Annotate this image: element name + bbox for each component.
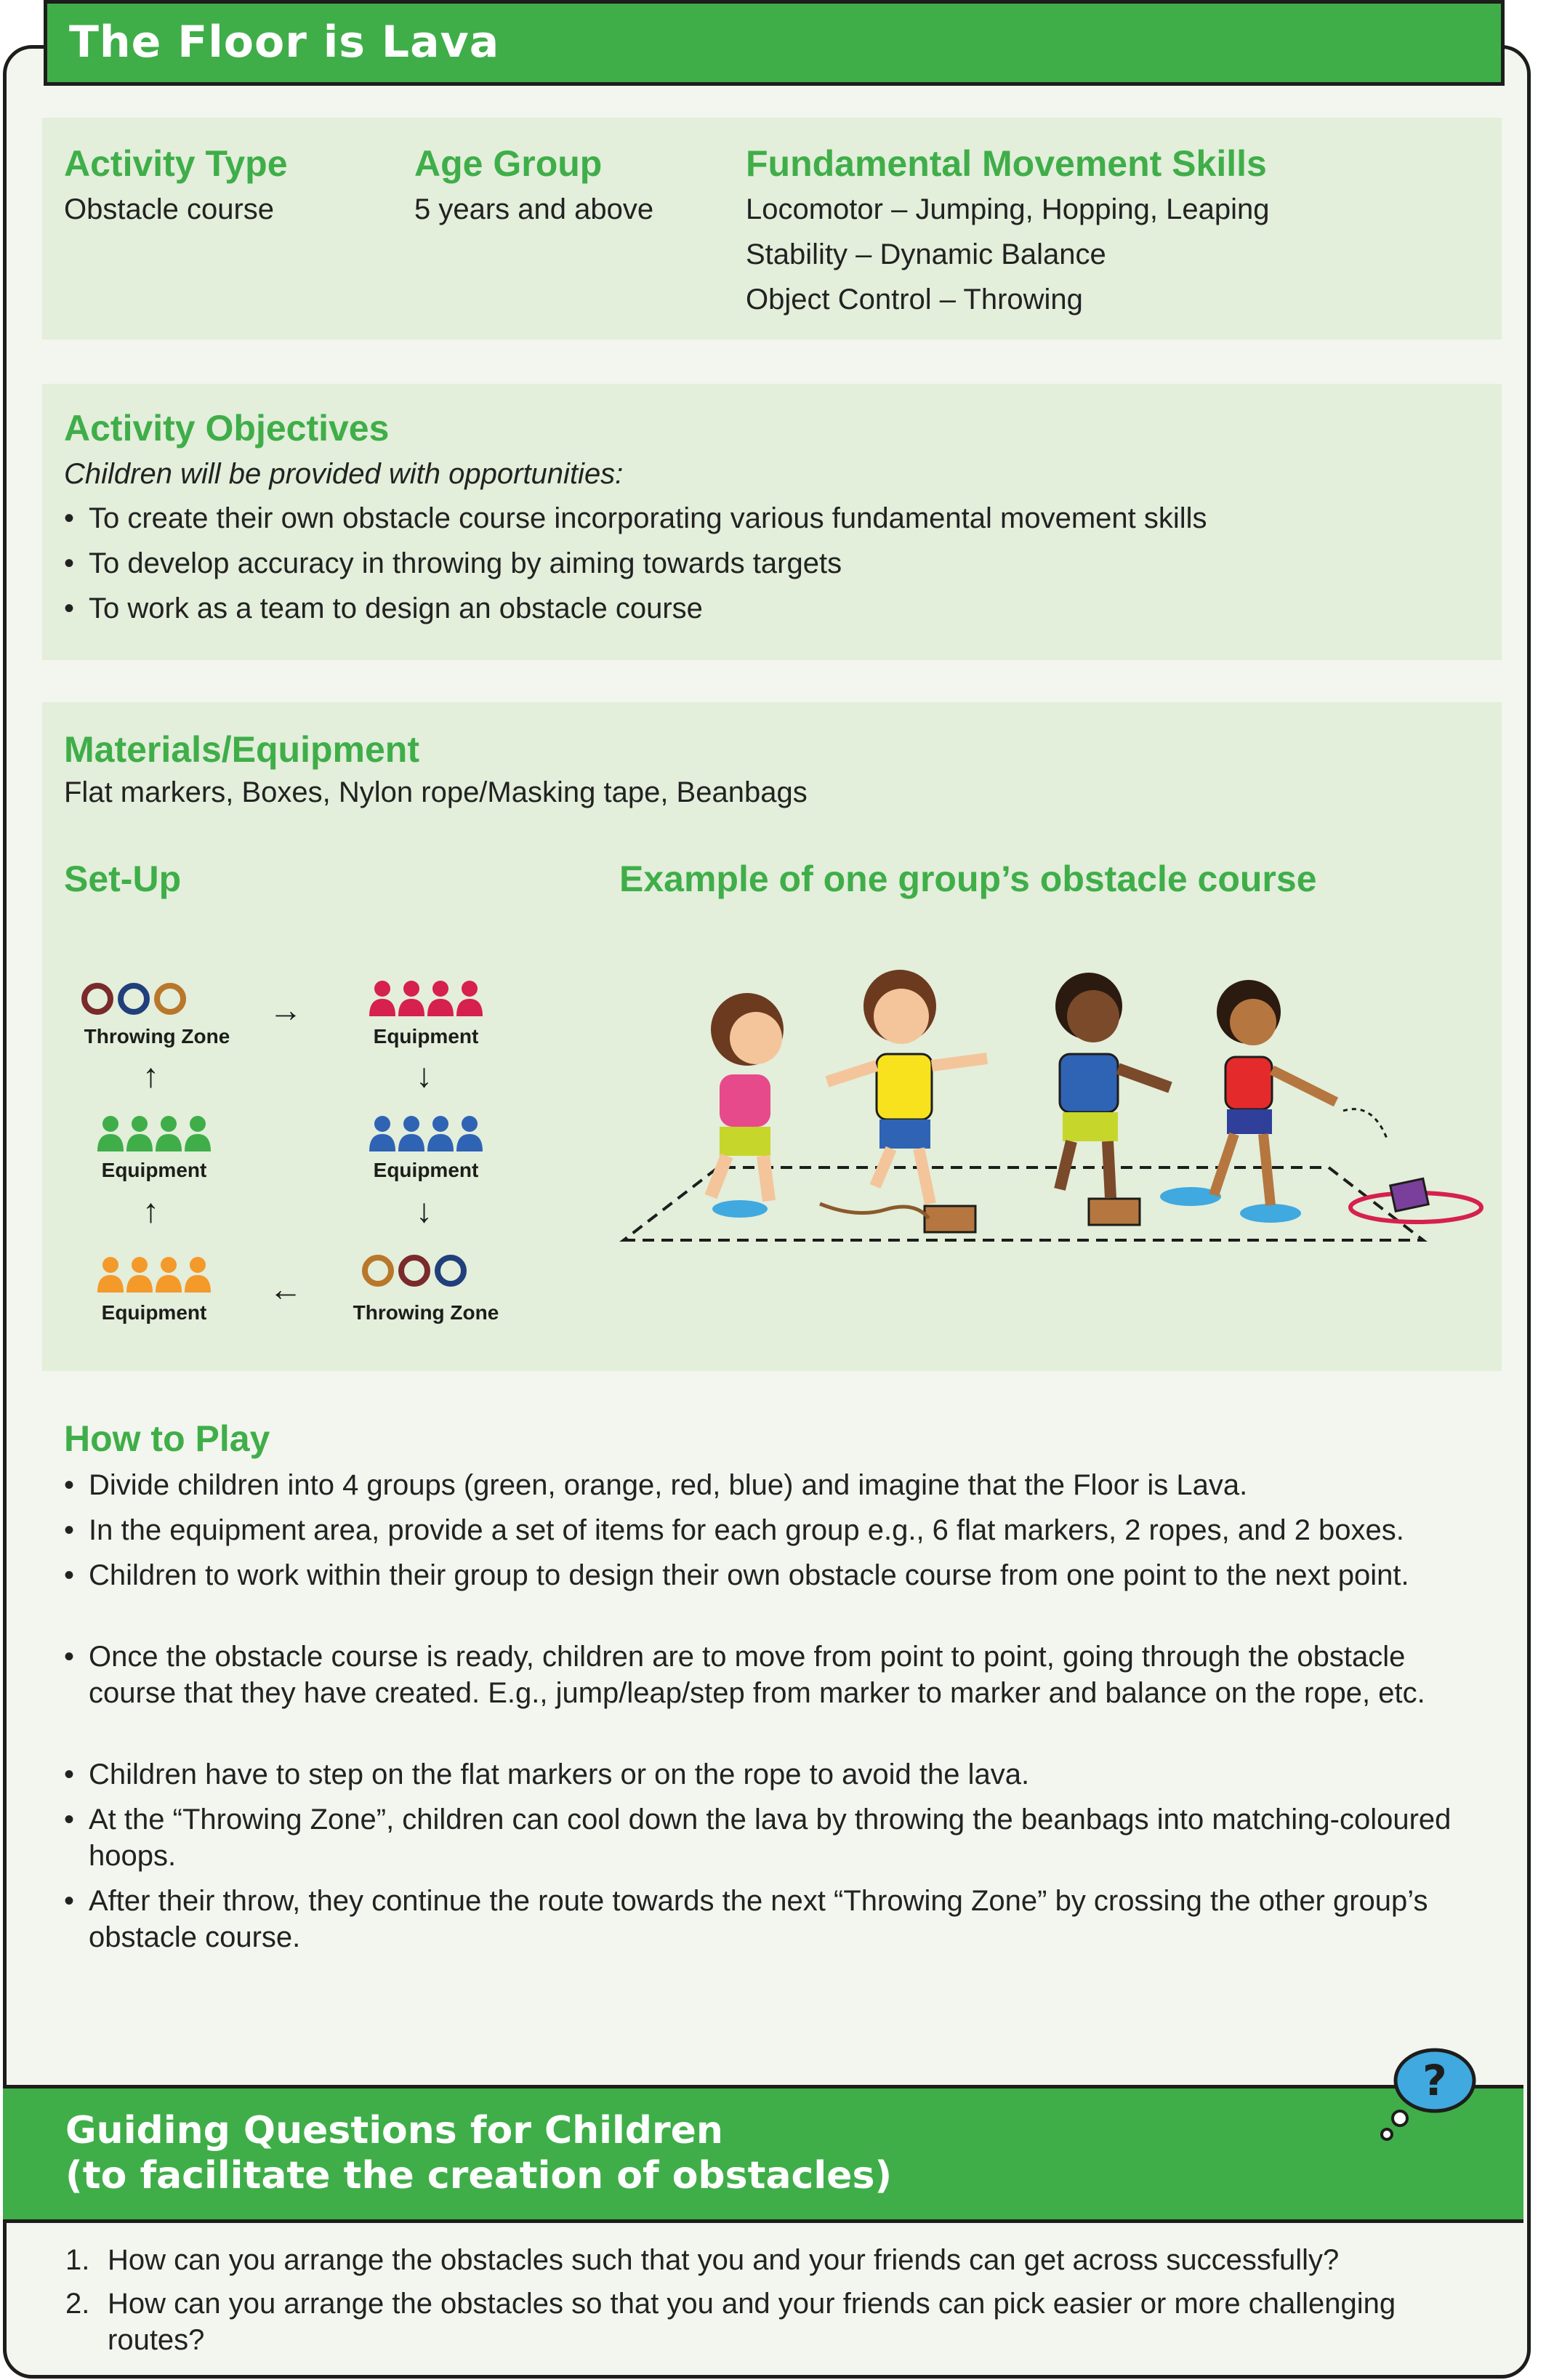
fms-value: Object Control – Throwing <box>746 284 1083 315</box>
page-title: The Floor is Lava <box>69 17 500 68</box>
objective-item: • To create their own obstacle course incorporating various fundamental movement skills <box>64 502 1207 534</box>
throwing-zone-label: Throwing Zone <box>84 1025 230 1048</box>
red-group-icon <box>368 978 484 1019</box>
objective-item: • To work as a team to design an obstacle course <box>64 592 703 624</box>
materials-heading: Materials/Equipment <box>64 729 419 770</box>
arrow-down-icon: ↓ <box>416 1191 432 1229</box>
fms-heading: Fundamental Movement Skills <box>746 143 1267 184</box>
example-heading: Example of one group’s obstacle course <box>619 859 1317 899</box>
obstacle-course-illustration <box>551 920 1489 1262</box>
how-to-play-heading: How to Play <box>64 1418 270 1459</box>
fms-value: Stability – Dynamic Balance <box>746 238 1106 270</box>
guiding-question-item: 2. How can you arrange the obstacles so that you and your friends can pick easier or more challenging routes? <box>65 2288 1396 2356</box>
blue-group-icon <box>368 1114 484 1154</box>
equipment-label: Equipment <box>101 1301 207 1324</box>
throwing-zone-label: Throwing Zone <box>353 1301 499 1324</box>
arrow-left-icon: ← <box>269 1270 302 1308</box>
how-to-play-item: • At the “Throwing Zone”, children can cool down the lava by throwing the beanbags into matching-coloured hoops. <box>64 1804 1452 1872</box>
objectives-panel <box>42 384 1502 660</box>
objectives-intro: Children will be provided with opportunities: <box>64 458 624 490</box>
how-to-play-item: • After their throw, they continue the route towards the next “Throwing Zone” by crossing the other group’s obstacle course. <box>64 1885 1428 1953</box>
meta-panel <box>42 118 1502 339</box>
objectives-heading: Activity Objectives <box>64 408 390 449</box>
orange-group-icon <box>96 1255 212 1295</box>
guiding-questions-subheading: (to facilitate the creation of obstacles) <box>65 2154 893 2198</box>
equipment-label: Equipment <box>373 1159 479 1181</box>
guiding-questions-heading: Guiding Questions for Children <box>65 2109 723 2152</box>
guiding-questions-bar <box>3 2085 1523 2223</box>
green-group-icon <box>96 1114 212 1154</box>
materials-text: Flat markers, Boxes, Nylon rope/Masking tape, Beanbags <box>64 776 808 808</box>
age-group-value: 5 years and above <box>414 193 654 225</box>
hoops-icon <box>81 983 190 1018</box>
age-group-heading: Age Group <box>414 143 603 184</box>
how-to-play-item: • Children have to step on the flat markers or on the rope to avoid the lava. <box>64 1758 1030 1790</box>
equipment-label: Equipment <box>101 1159 207 1181</box>
fms-value: Locomotor – Jumping, Hopping, Leaping <box>746 193 1270 225</box>
how-to-play-item: • Once the obstacle course is ready, children are to move from point to point, going through the obstacle course that they have created. E.g., jump/leap/step from marker to marker and balance on the rope, etc. <box>64 1641 1425 1709</box>
svg-text:?: ? <box>1422 2056 1447 2105</box>
arrow-down-icon: ↓ <box>416 1056 432 1094</box>
how-to-play-item: • Children to work within their group to design their own obstacle course from one point to the next point. <box>64 1559 1409 1591</box>
title-bar <box>44 0 1505 86</box>
arrow-up-icon: ↑ <box>142 1056 159 1094</box>
materials-panel <box>42 702 1502 1371</box>
arrow-up-icon: ↑ <box>142 1191 159 1229</box>
activity-type-heading: Activity Type <box>64 143 288 184</box>
question-bubble-icon <box>1374 2043 1483 2144</box>
setup-heading: Set-Up <box>64 859 182 899</box>
equipment-label: Equipment <box>373 1025 479 1048</box>
hoops-icon <box>362 1255 471 1290</box>
arrow-right-icon: → <box>269 991 302 1029</box>
activity-type-value: Obstacle course <box>64 193 275 225</box>
guiding-question-item: 1. How can you arrange the obstacles such that you and your friends can get across successfully? <box>65 2244 1340 2276</box>
how-to-play-item: • In the equipment area, provide a set of items for each group e.g., 6 flat markers, 2 ropes, and 2 boxes. <box>64 1514 1404 1546</box>
how-to-play-item: • Divide children into 4 groups (green, orange, red, blue) and imagine that the Floor is Lava. <box>64 1469 1248 1501</box>
objective-item: • To develop accuracy in throwing by aiming towards targets <box>64 547 842 579</box>
